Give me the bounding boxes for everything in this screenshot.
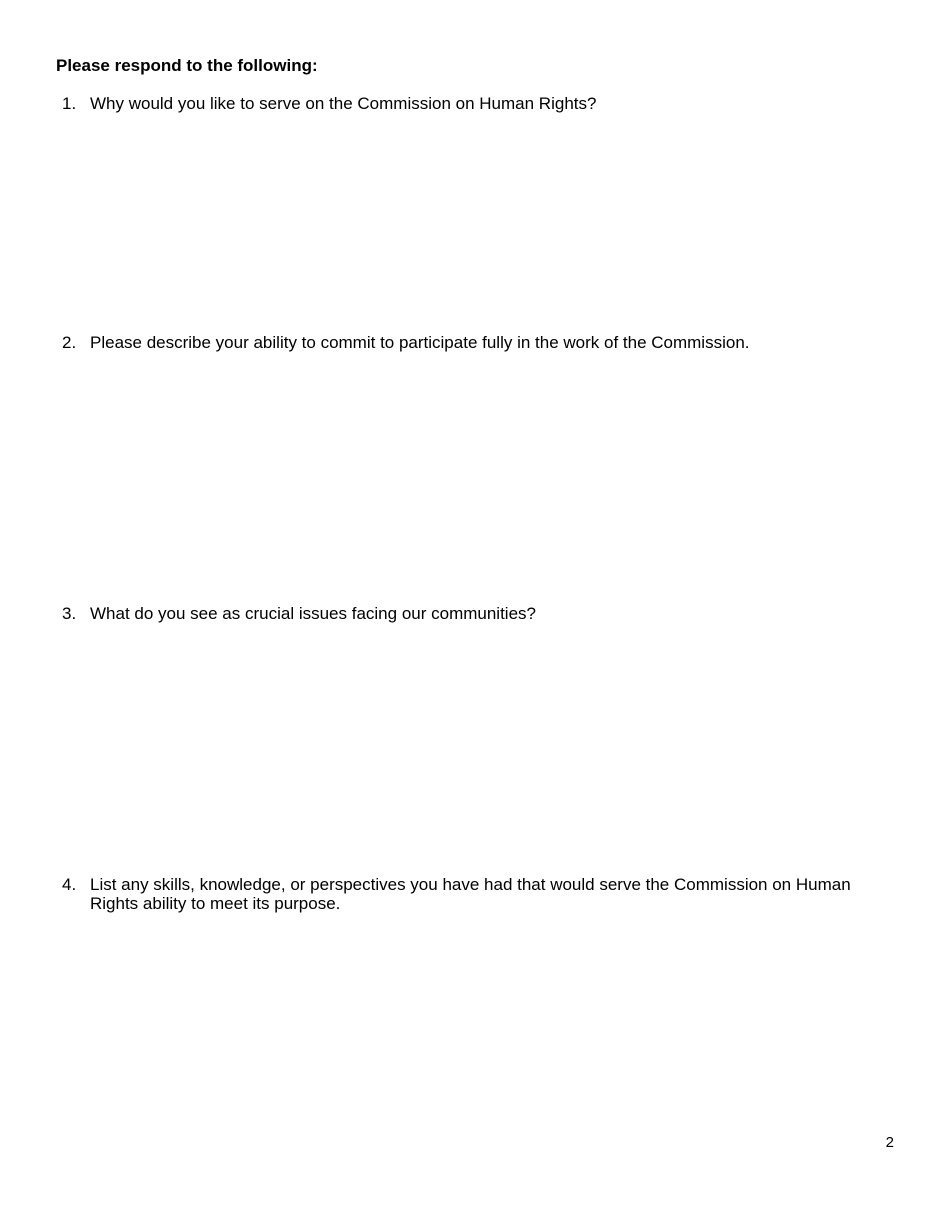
question-number: 4. <box>62 875 77 894</box>
question-number: 1. <box>62 94 77 113</box>
section-heading: Please respond to the following: <box>56 56 318 75</box>
question-text: Why would you like to serve on the Commission on Human Rights? <box>90 94 597 113</box>
question-text: Please describe your ability to commit to participate fully in the work of the Commission. <box>90 333 750 352</box>
question-2 <box>62 333 882 352</box>
answer-area-4[interactable] <box>90 918 880 1118</box>
answer-area-1[interactable] <box>90 118 880 318</box>
question-4 <box>62 875 882 913</box>
answer-area-3[interactable] <box>90 628 880 858</box>
question-number: 2. <box>62 333 77 352</box>
question-1 <box>62 94 882 113</box>
page-number: 2 <box>885 1134 894 1151</box>
question-3 <box>62 604 882 623</box>
question-text: List any skills, knowledge, or perspectives you have had that would serve the Commission on Human Rights ability to meet its purpose. <box>90 875 851 913</box>
question-number: 3. <box>62 604 77 623</box>
question-text: What do you see as crucial issues facing our communities? <box>90 604 536 623</box>
answer-area-2[interactable] <box>90 357 880 587</box>
